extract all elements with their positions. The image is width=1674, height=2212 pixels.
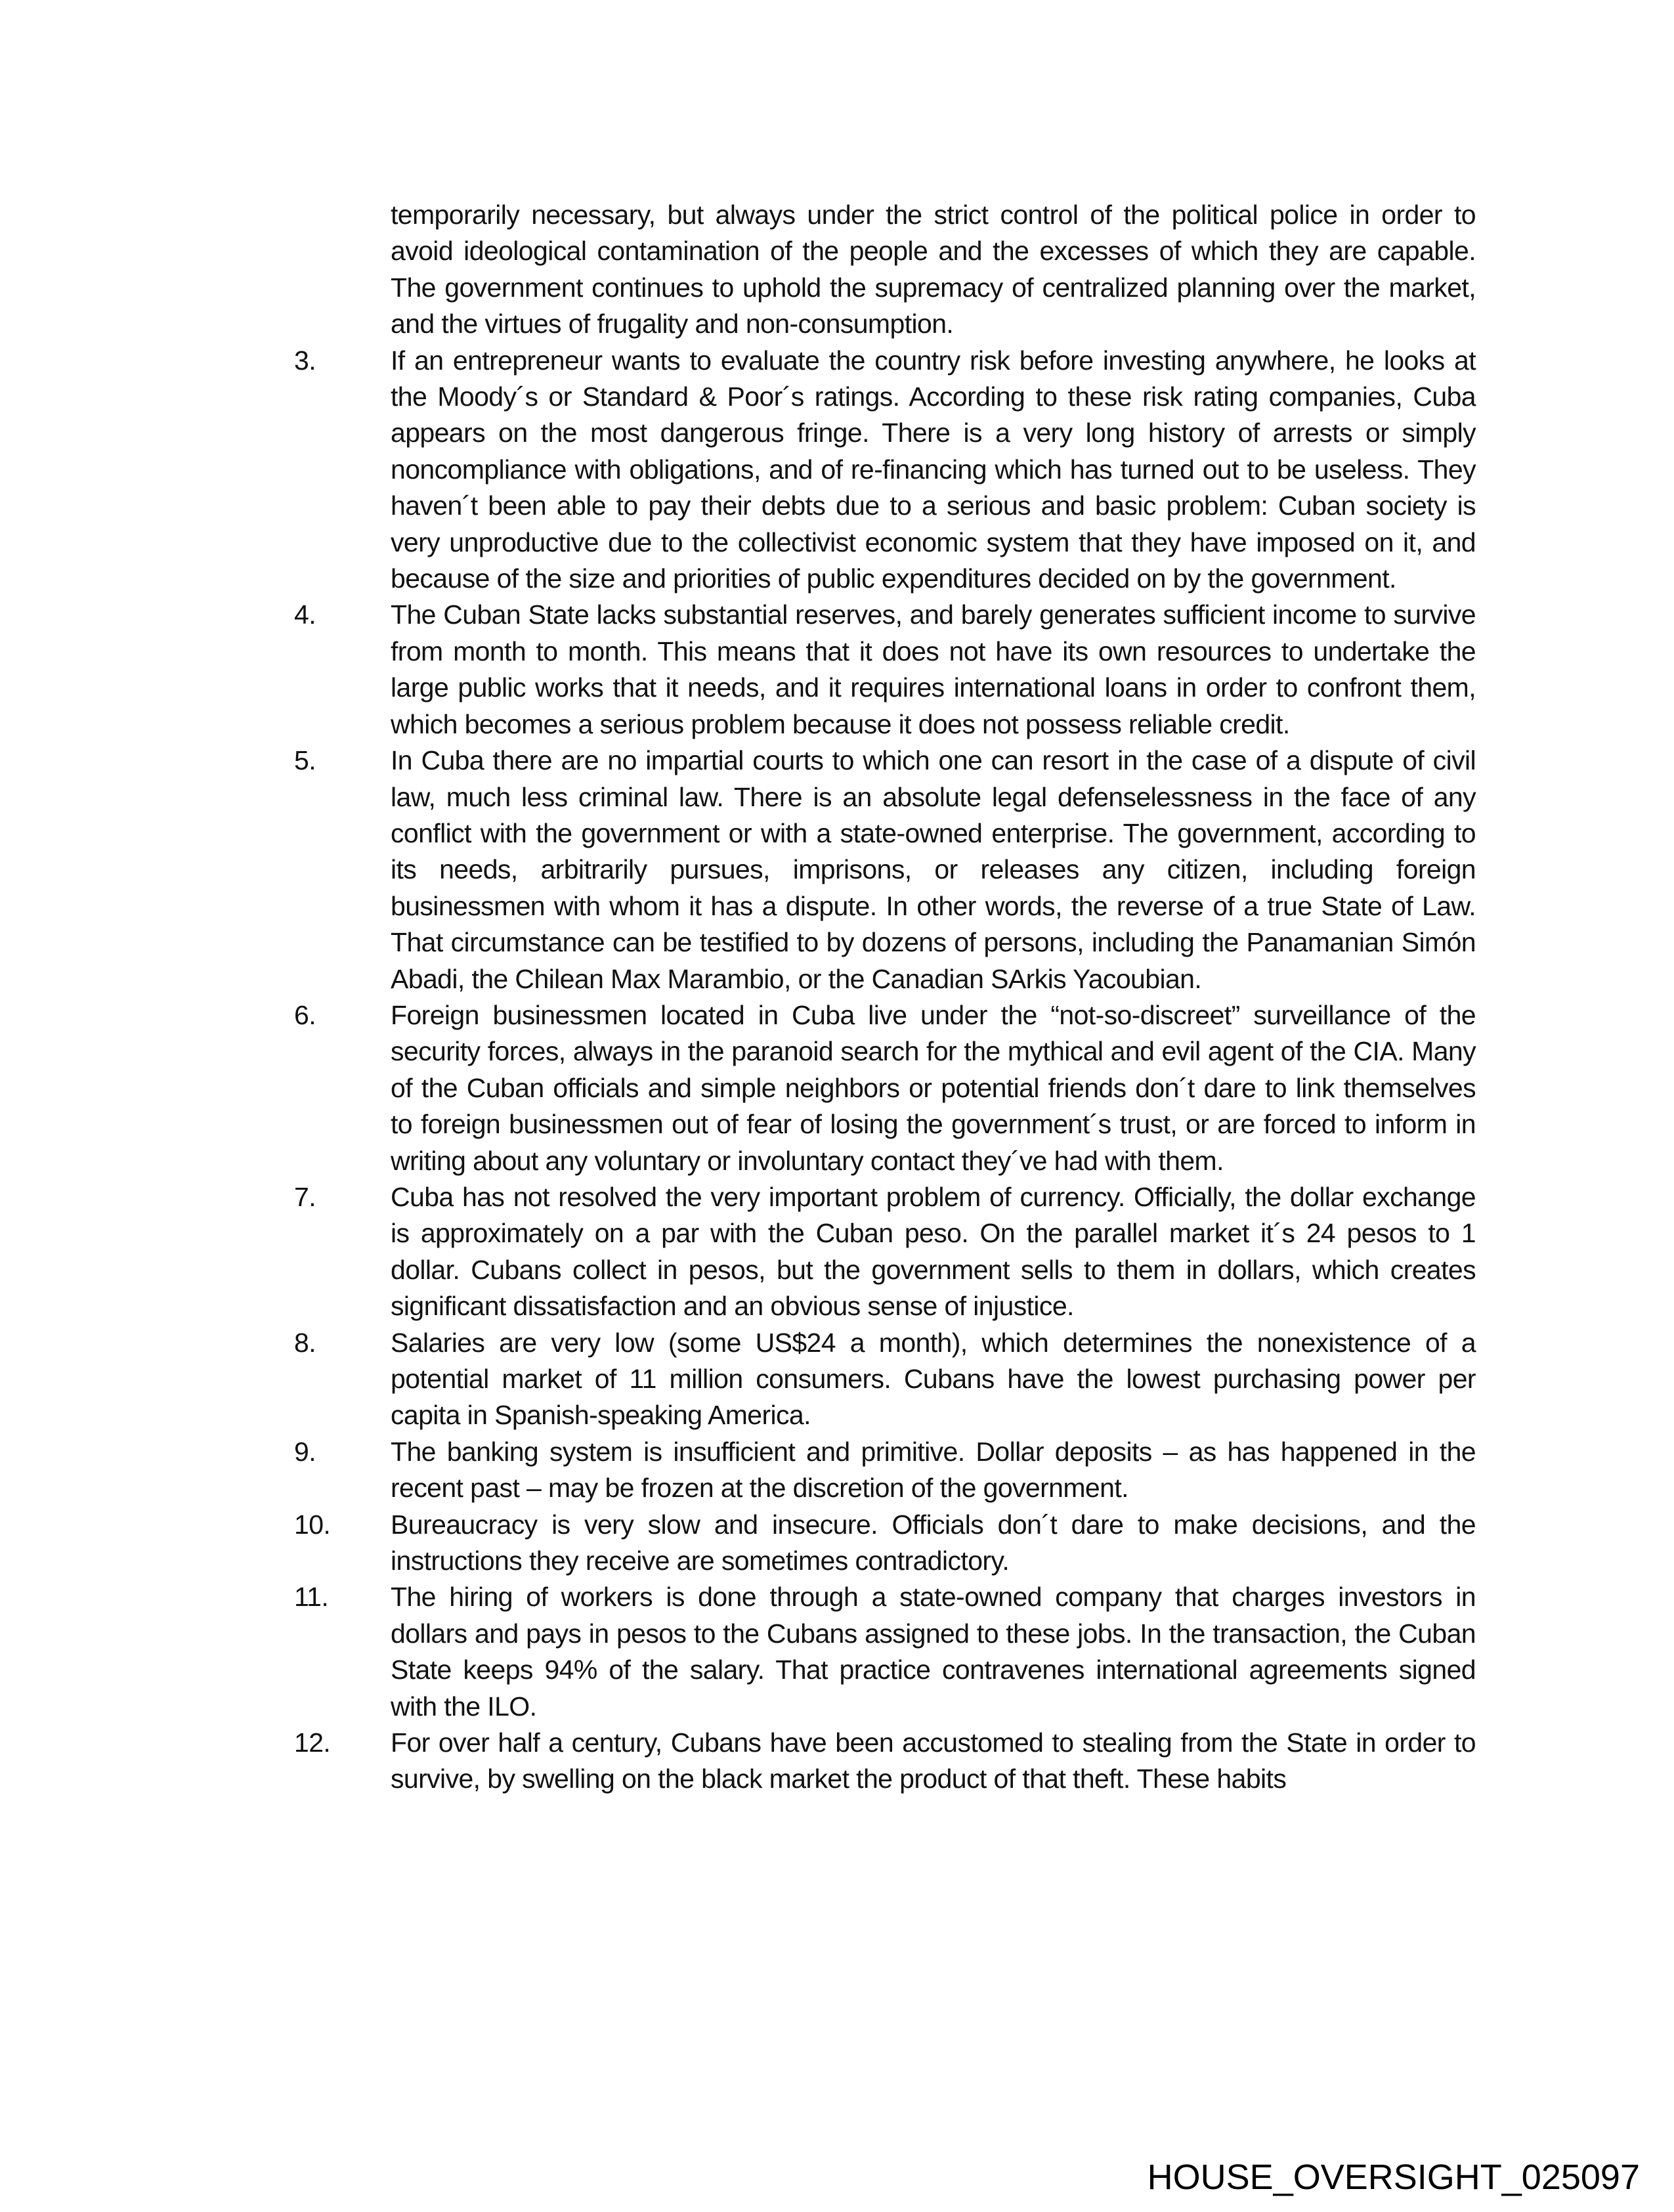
numbered-item-11: [294, 1579, 1476, 1725]
item-text: The banking system is insufficient and primitive. Dollar deposits – as has happened in the recent past – may be frozen at the discretion of the government.: [391, 1436, 1476, 1504]
item-number: 7.: [294, 1181, 316, 1212]
item-number: 3.: [294, 345, 316, 376]
item-text: If an entrepreneur wants to evaluate the country risk before investing anywhere, he looks at the Moody´s or Standard & Poor´s ratings. According to these risk rating companies, Cuba appears on the most dangerous fringe. There is a very long history of arrests or simply noncompliance with obligations, and of re-financing which has turned out to be useless. They haven´t been able to pay their debts due to a serious and basic problem: Cuban society is very unproductive due to the collectivist economic system that they have imposed on it, and because of the size and priorities of public expenditures decided on by the government.: [391, 345, 1476, 594]
numbered-item-9: [294, 1434, 1476, 1507]
numbered-item-6: [294, 997, 1476, 1179]
numbered-item-10: [294, 1507, 1476, 1580]
bates-stamp: HOUSE_OVERSIGHT_025097: [1147, 2158, 1640, 2197]
numbered-item-7: [294, 1179, 1476, 1325]
item-number: 10.: [294, 1509, 331, 1540]
item-number: 8.: [294, 1327, 316, 1358]
numbered-item-4: [294, 597, 1476, 743]
item-text: Cuba has not resolved the very important problem of currency. Officially, the dollar exchange is approximately on a par with the Cuban peso. On the parallel market it´s 24 pesos to 1 dollar. Cubans collect in pesos, but the government sells to them in dollars, which creates significant dissatisfaction and an obvious sense of injustice.: [391, 1181, 1476, 1322]
document-body: [294, 197, 1476, 1798]
item-text: Foreign businessmen located in Cuba live under the “not-so-discreet” surveillance of the security forces, always in the paranoid search for the mythical and evil agent of the CIA. Many of the Cuban officials and simple neighbors or potential friends don´t dare to link themselves to foreign businessmen out of fear of losing the government´s trust, or are forced to inform in writing about any voluntary or involuntary contact they´ve had with them.: [391, 999, 1476, 1176]
item-number: 5.: [294, 745, 316, 776]
item-number: 4.: [294, 599, 316, 630]
item-text: In Cuba there are no impartial courts to which one can resort in the case of a dispute of civil law, much less criminal law. There is an absolute legal defenselessness in the face of any conflict with the government or with a state-owned enterprise. The government, according to its needs, arbitrarily pursues, imprisons, or releases any citizen, including foreign businessmen with whom it has a dispute. In other words, the reverse of a true State of Law. That circumstance can be testified to by dozens of persons, including the Panamanian Simón Abadi, the Chilean Max Marambio, or the Canadian SArkis Yacoubian.: [391, 745, 1476, 994]
item-number: 9.: [294, 1436, 316, 1467]
item-text: Bureaucracy is very slow and insecure. Officials don´t dare to make decisions, and the instructions they receive are sometimes contradictory.: [391, 1509, 1476, 1576]
item-number: 6.: [294, 999, 316, 1030]
item-text: The Cuban State lacks substantial reserves, and barely generates sufficient income to survive from month to month. This means that it does not have its own resources to undertake the large public works that it needs, and it requires international loans in order to confront them, which becomes a serious problem because it does not possess reliable credit.: [391, 599, 1476, 739]
item-text: The hiring of workers is done through a state-owned company that charges investors in dollars and pays in pesos to the Cubans assigned to these jobs. In the transaction, the Cuban State keeps 94% of the salary. That practice contravenes international agreements signed with the ILO.: [391, 1582, 1476, 1722]
item-text: Salaries are very low (some US$24 a month), which determines the nonexistence of a potential market of 11 million consumers. Cubans have the lowest purchasing power per capita in Spanish-speaking America.: [391, 1327, 1476, 1431]
numbered-item-8: [294, 1325, 1476, 1434]
continuation-paragraph: temporarily necessary, but always under the strict control of the political police in order to avoid ideological contamination of the people and the excesses of which they are capable. The government continues to uphold the supremacy of centralized planning over the market, and the virtues of frugality and non-consumption.: [391, 200, 1476, 339]
item-text: For over half a century, Cubans have been accustomed to stealing from the State in order to survive, by swelling on the black market the product of that theft. These habits: [391, 1727, 1476, 1794]
numbered-item-12: [294, 1725, 1476, 1798]
numbered-item-5: [294, 743, 1476, 997]
item-number: 11.: [294, 1582, 329, 1613]
numbered-item-3: [294, 343, 1476, 597]
item-number: 12.: [294, 1727, 331, 1758]
